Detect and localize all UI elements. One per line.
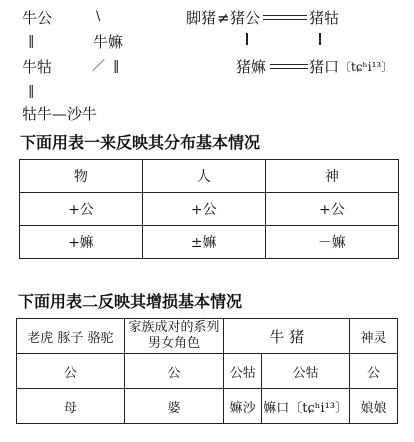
table-header-row <box>17 319 398 354</box>
table-row <box>17 354 398 389</box>
term-zhu-gong: 猪公 <box>230 9 261 27</box>
link-double-bar: ‖ <box>113 59 120 74</box>
gain-loss-table <box>16 318 398 424</box>
link-slash: ／ <box>92 59 106 74</box>
term-niu-ma: 牛嫲 <box>93 33 124 51</box>
distribution-table <box>19 159 399 259</box>
pronunciation: 〔tɕʰi¹³〕 <box>339 60 394 74</box>
table-cell: 公牯 <box>262 354 350 389</box>
table-cell: +公 <box>142 193 265 226</box>
header-cell: 牛 猪 <box>224 319 350 354</box>
term-jiao-zhu: 脚猪 <box>186 9 217 27</box>
header-cell: 物 <box>20 160 143 193</box>
table-row <box>20 226 399 259</box>
term-zhu-kou: 猪口 <box>309 58 340 76</box>
table-cell: +公 <box>265 193 398 226</box>
header-cell: 神 <box>265 160 398 193</box>
table-row <box>20 193 399 226</box>
link-double-bar: ‖ <box>28 84 35 99</box>
table1-caption: 下面用表一来反映其分布基本情况 <box>20 133 261 152</box>
header-cell: 人 <box>142 160 265 193</box>
vertical-link <box>319 33 321 45</box>
table-cell: 公牯 <box>224 354 262 389</box>
term-niu-gong: 牛公 <box>22 9 53 27</box>
header-cell: 老虎 豚子 骆驼 <box>17 319 125 354</box>
table-cell: 娘娘 <box>350 389 398 424</box>
table-cell: －嫲 <box>265 226 398 259</box>
table-row <box>17 389 398 424</box>
table-cell: ±嫲 <box>142 226 265 259</box>
term-niu-gu: 牛牯 <box>22 58 53 76</box>
table-cell: +公 <box>20 193 143 226</box>
table-cell: 公 <box>350 354 398 389</box>
equal-link <box>270 64 308 69</box>
table-header-row <box>20 160 399 193</box>
table-cell: 母 <box>17 389 125 424</box>
not-equal-sign: ≠ <box>217 9 230 27</box>
vertical-link <box>246 33 248 45</box>
table-cell: 公 <box>124 354 224 389</box>
table-cell: +嫲 <box>20 226 143 259</box>
link-backslash: \ <box>96 9 101 24</box>
term-zhu-gu: 猪牯 <box>309 9 340 27</box>
table-cell: 嫲沙 <box>224 389 262 424</box>
equal-link <box>263 15 307 20</box>
link-double-bar: ‖ <box>28 34 35 49</box>
header-cell: 家族成对的系列男女角色 <box>124 319 224 354</box>
term-zhu-ma: 猪嫲 <box>236 58 267 76</box>
table-cell: 公 <box>17 354 125 389</box>
table2-caption: 下面用表二反映其增损基本情况 <box>18 292 243 311</box>
term-gu-niu-sha-niu: 牯牛—沙牛 <box>22 105 98 123</box>
table-cell: 婆 <box>124 389 224 424</box>
table-cell: 嫲口〔tɕʰi¹³〕 <box>262 389 350 424</box>
header-cell: 神灵 <box>350 319 398 354</box>
